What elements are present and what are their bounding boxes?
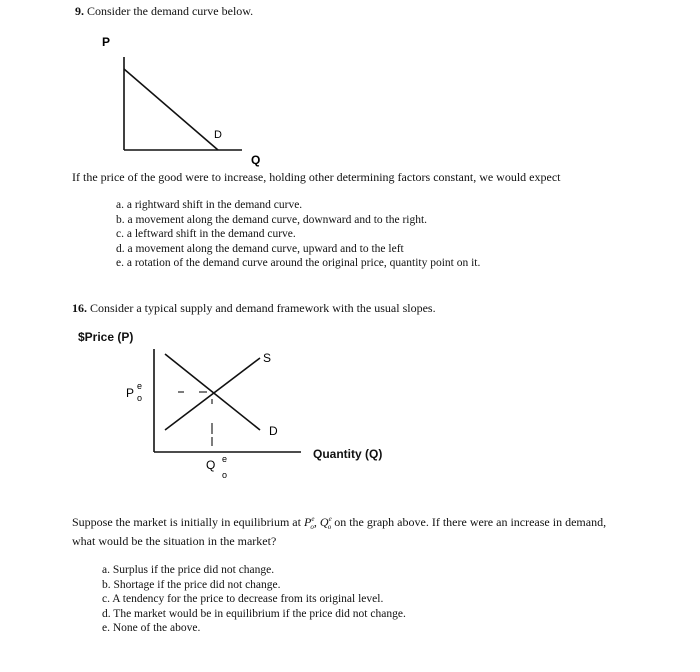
q9-question: If the price of the good were to increase, holding other determining factors constant, we would expect [72,170,561,184]
q9-demand-curve [124,69,218,150]
q16-question-p-sup: e [311,515,315,523]
q16-question-comma: , [313,515,317,529]
q9-header [75,4,253,19]
q16-question-q-sub: o [327,523,332,532]
q16-supply-label: S [263,351,272,365]
q16-question-post: on the graph above. If there were an increase in demand, [334,515,607,529]
q16-number: 16. [72,301,87,315]
q9-demand-graph [90,30,290,170]
q9-option-b[interactable]: b. a movement along the demand curve, downward and to the right. [116,213,428,226]
q16-supply-demand-graph [120,340,410,485]
q16-price-eq-sub: o [137,393,143,403]
q9-axis-q-label: Q [251,153,261,167]
q16-demand-label: D [269,424,278,438]
q16-axis-price-label: $Price (P) [78,330,134,344]
q16-question-line1 [72,515,606,531]
q16-quantity-eq-label: Q [206,458,216,472]
q9-number: 9. [75,4,84,18]
q16-axis-quantity-label: Quantity (Q) [313,447,383,461]
q16-option-d[interactable]: d. The market would be in equilibrium if the price did not change. [102,607,406,620]
q9-option-a[interactable]: a. a rightward shift in the demand curve. [116,199,303,211]
q9-option-e[interactable]: e. a rotation of the demand curve around the original price, quantity point on it. [116,257,481,269]
q16-options [102,563,406,636]
q9-option-c[interactable]: c. a leftward shift in the demand curve. [116,228,296,240]
q16-quantity-eq-sub: o [222,470,228,480]
q16-question-p: P [303,515,312,529]
q16-option-e[interactable]: e. None of the above. [102,622,201,634]
q16-question-line2: what would be the situation in the market? [72,534,277,548]
q16-prompt: Consider a typical supply and demand framework with the usual slopes. [90,301,436,315]
q16-option-c[interactable]: c. A tendency for the price to decrease from its original level. [102,593,384,605]
q16-question-q-sup: e [328,515,332,523]
q16-question-p-sub: o [310,523,314,532]
q16-header [72,301,436,316]
q16-option-a[interactable]: a. Surplus if the price did not change. [102,564,275,576]
q9-option-d[interactable]: d. a movement along the demand curve, upward and to the left [116,242,404,255]
q9-axis-p-label: P [102,35,111,49]
q9-options [116,198,480,271]
q16-option-b[interactable]: b. Shortage if the price did not change. [102,578,281,591]
q9-curve-label: D [214,129,222,141]
q9-prompt: Consider the demand curve below. [87,4,254,18]
q16-quantity-eq-sup: e [222,454,228,464]
q16-price-eq-label: P [126,386,135,400]
q16-price-eq-sup: e [137,381,143,391]
q16-question-q: Q [319,515,329,529]
q16-question-pre: Suppose the market is initially in equilibrium at [72,515,301,529]
